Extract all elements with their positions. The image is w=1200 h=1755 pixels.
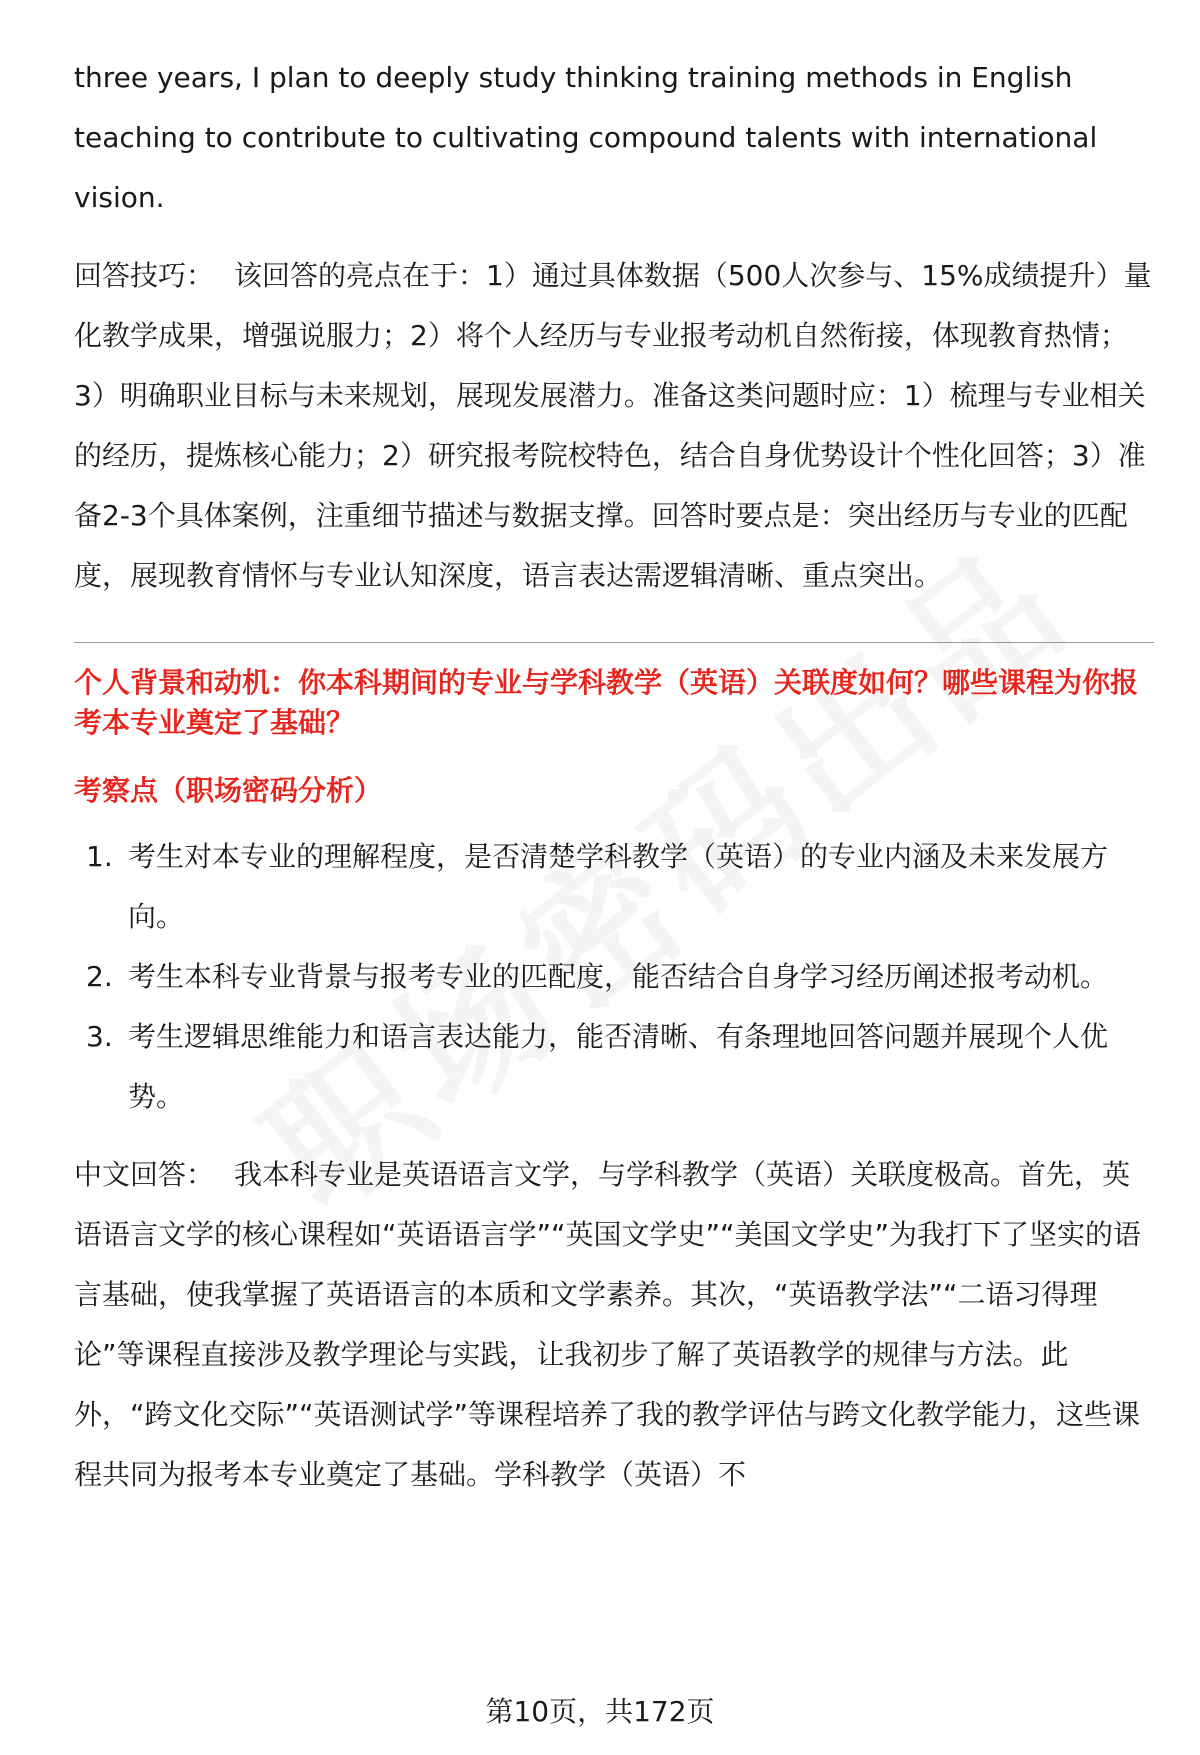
intro-paragraph: three years, I plan to deeply study thinking training methods in English teaching to contribute to cultivating compound talents with international vision. [74, 61, 1098, 214]
list-item [74, 947, 1154, 1007]
chinese-answer-label: 中文回答： [74, 1158, 215, 1191]
list-item-number: 3. [86, 1020, 113, 1053]
document-content [74, 48, 1154, 1505]
answer-tips-label: 回答技巧： [74, 259, 215, 292]
section-divider [74, 642, 1154, 643]
list-item-number: 2. [86, 960, 113, 993]
answer-tips-paragraph [74, 246, 1154, 606]
list-item-text: 考生逻辑思维能力和语言表达能力，能否清晰、有条理地回答问题并展现个人优势。 [128, 1020, 1109, 1113]
list-item-number: 1. [86, 840, 113, 873]
chinese-answer-paragraph [74, 1145, 1154, 1505]
focus-points-title: 考察点（职场密码分析） [74, 774, 383, 807]
focus-points-list [74, 827, 1154, 1127]
list-item-text: 考生本科专业背景与报考专业的匹配度，能否结合自身学习经历阐述报考动机。 [128, 960, 1109, 993]
question-heading: 个人背景和动机：你本科期间的专业与学科教学（英语）关联度如何？哪些课程为你报考本专业奠定了基础？ [74, 666, 1139, 739]
page-number-footer: 第10页，共172页 [485, 1695, 715, 1728]
list-item [74, 827, 1154, 947]
list-item-text: 考生对本专业的理解程度，是否清楚学科教学（英语）的专业内涵及未来发展方向。 [128, 840, 1109, 933]
list-item [74, 1007, 1154, 1127]
answer-tips-text: 该回答的亮点在于：1）通过具体数据（500人次参与、15%成绩提升）量化教学成果，增强说服力；2）将个人经历与专业报考动机自然衔接，体现教育热情；3）明确职业目标与未来规划，展现发展潜力。准备这类问题时应：1）梳理与专业相关的经历，提炼核心能力；2）研究报考院校特色，结合自身优势设计个性化回答；3）准备2-3个具体案例，注重细节描述与数据支撑。回答时要点是：突出经历与专业的匹配度，展现教育情怀与专业认知深度，语言表达需逻辑清晰、重点突出。 [74, 259, 1152, 592]
chinese-answer-text: 我本科专业是英语语言文学，与学科教学（英语）关联度极高。首先，英语语言文学的核心课程如“英语语言学”“英国文学史”“美国文学史”为我打下了坚实的语言基础，使我掌握了英语语言的本质和文学素养。其次，“英语教学法”“二语习得理论”等课程直接涉及教学理论与实践，让我初步了解了英语教学的规律与方法。此外，“跨文化交际”“英语测试学”等课程培养了我的教学评估与跨文化教学能力，这些课程共同为报考本专业奠定了基础。学科教学（英语）不 [74, 1158, 1142, 1491]
